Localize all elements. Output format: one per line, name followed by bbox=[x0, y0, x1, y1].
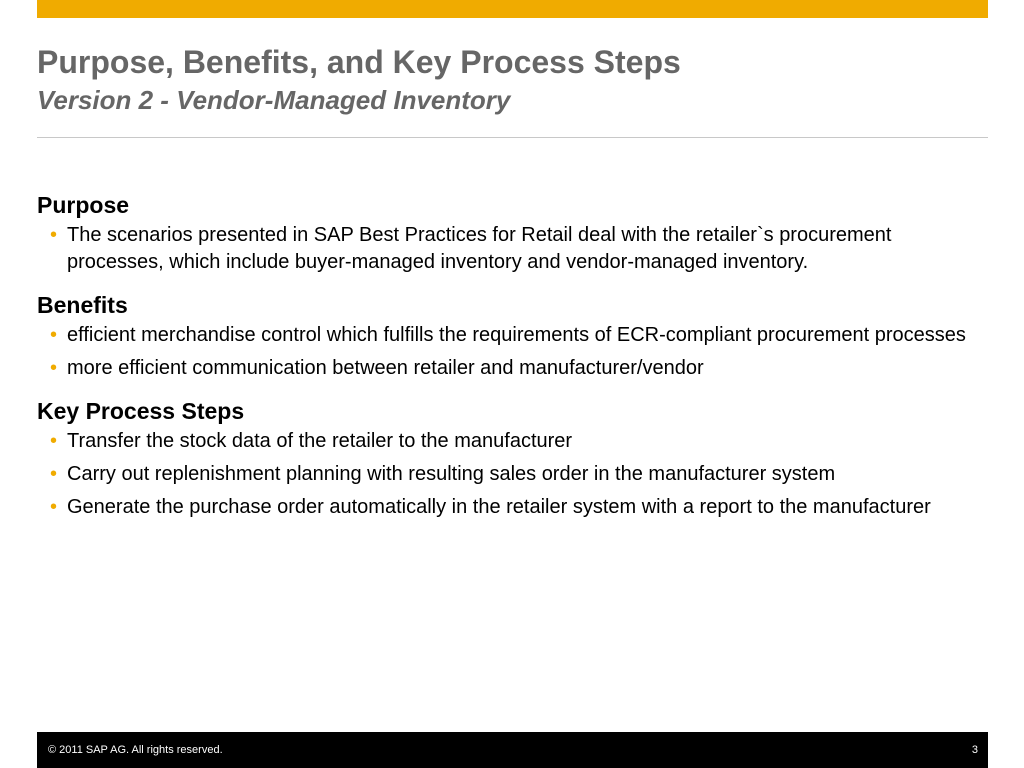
section-heading: Benefits bbox=[37, 292, 128, 318]
bullet-text: Carry out replenishment planning with resulting sales order in the manufacturer system bbox=[67, 463, 836, 485]
bullet-icon: • bbox=[50, 496, 58, 518]
bullet-item bbox=[37, 322, 988, 349]
footer-bar bbox=[37, 732, 988, 768]
bullet-text: The scenarios presented in SAP Best Practices for Retail deal with the retailer`s procurement processes, which include buyer-managed inventory and vendor-managed inventory. bbox=[67, 224, 892, 273]
bullet-text: more efficient communication between retailer and manufacturer/vendor bbox=[67, 357, 704, 379]
section-heading: Purpose bbox=[37, 192, 130, 218]
bullet-icon: • bbox=[50, 430, 58, 452]
bullet-item bbox=[37, 494, 988, 521]
bullet-list bbox=[37, 322, 988, 382]
section-heading: Key Process Steps bbox=[37, 398, 245, 424]
bullet-item bbox=[37, 461, 988, 488]
copyright-text: © 2011 SAP AG. All rights reserved. bbox=[48, 744, 223, 756]
bullet-text: Transfer the stock data of the retailer to the manufacturer bbox=[67, 430, 573, 452]
bullet-icon: • bbox=[50, 224, 58, 246]
bullet-icon: • bbox=[50, 463, 58, 485]
section-benefits bbox=[37, 290, 988, 382]
bullet-list bbox=[37, 222, 988, 276]
bullet-icon: • bbox=[50, 357, 58, 379]
page-number: 3 bbox=[971, 744, 978, 756]
bullet-text: Generate the purchase order automatically in the retailer system with a report to the manufacturer bbox=[67, 496, 931, 518]
page-subtitle: Version 2 - Vendor-Managed Inventory bbox=[37, 85, 511, 115]
page-title: Purpose, Benefits, and Key Process Steps bbox=[37, 44, 681, 80]
bullet-item bbox=[37, 428, 988, 455]
slide-content bbox=[37, 190, 988, 535]
top-accent-bar bbox=[37, 0, 988, 18]
bullet-list bbox=[37, 428, 988, 521]
bullet-item bbox=[37, 355, 988, 382]
bullet-text: efficient merchandise control which fulfills the requirements of ECR-compliant procurement processes bbox=[67, 324, 966, 346]
section-purpose bbox=[37, 190, 988, 276]
title-divider bbox=[37, 137, 988, 138]
section-key-process-steps bbox=[37, 396, 988, 521]
bullet-item bbox=[37, 222, 988, 276]
bullet-icon: • bbox=[50, 324, 58, 346]
